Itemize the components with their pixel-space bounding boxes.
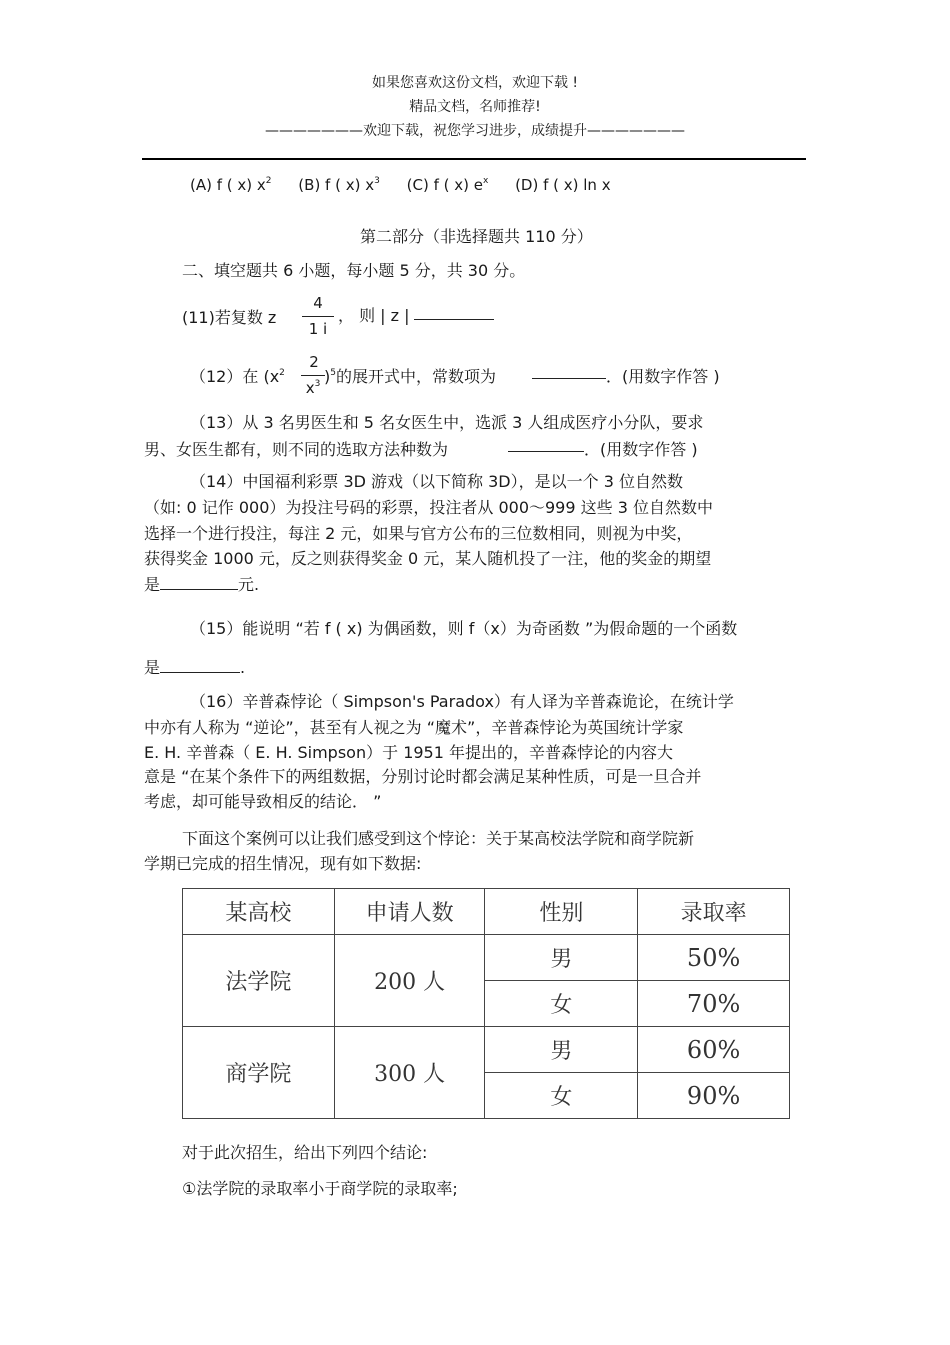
q11-numerator: 4 bbox=[313, 294, 323, 312]
q16-line-2: 中亦有人称为 “逆论”，甚至有人视之为 “魔术”，辛普森悖论为英国统计学家 bbox=[144, 718, 684, 737]
case-intro-line-2: 学期已完成的招生情况，现有如下数据: bbox=[144, 854, 422, 873]
q12-prefix-row bbox=[190, 364, 285, 387]
q14-line-5-suffix: 元. bbox=[238, 575, 260, 594]
option-a-exponent: 2 bbox=[265, 176, 272, 186]
table-cell-applicants: 300 人 bbox=[334, 1027, 485, 1119]
q16-line-5: 考虑，却可能导致相反的结论． ” bbox=[144, 792, 382, 811]
q14-line-3: 选择一个进行投注，每注 2 元，如果与官方公布的三位数相同，则视为中奖， bbox=[144, 524, 693, 543]
table-header-school: 某高校 bbox=[183, 889, 335, 935]
q14-line-5-prefix: 是 bbox=[144, 575, 161, 594]
table-cell-rate: 90% bbox=[638, 1073, 790, 1119]
case-intro-line-1: 下面这个案例可以让我们感受到这个悖论：关于某高校法学院和商学院新 bbox=[182, 829, 695, 848]
table-cell-gender: 女 bbox=[485, 1073, 638, 1119]
q15-line-2-prefix: 是 bbox=[144, 658, 161, 677]
table-cell-applicants: 200 人 bbox=[334, 935, 485, 1027]
conclusions-intro: 对于此次招生，给出下列四个结论: bbox=[182, 1143, 428, 1162]
table-row bbox=[183, 935, 790, 981]
option-b: (B) f ( x) x bbox=[298, 176, 375, 194]
option-c: (C) f ( x) e bbox=[406, 176, 483, 194]
option-b-exponent: 3 bbox=[374, 176, 380, 186]
q13-answer-blank[interactable] bbox=[508, 437, 584, 456]
q12-fraction-bar bbox=[301, 375, 325, 376]
table-cell-rate: 50% bbox=[638, 935, 790, 981]
table-cell-rate: 70% bbox=[638, 981, 790, 1027]
q12-close: ) bbox=[324, 367, 331, 386]
q14-line-2: （如: 0 记作 000）为投注号码的彩票，投注者从 000～999 这些 3 位自然数中 bbox=[144, 498, 713, 517]
admission-table bbox=[182, 888, 790, 1119]
conclusion-1: ①法学院的录取率小于商学院的录取率; bbox=[182, 1179, 458, 1198]
table-row bbox=[183, 1027, 790, 1073]
table-cell-gender: 男 bbox=[485, 1027, 638, 1073]
q12-outer-exponent: 5 bbox=[330, 368, 336, 378]
table-cell-school: 商学院 bbox=[183, 1027, 335, 1119]
q12-exponent: 2 bbox=[279, 368, 285, 378]
q14-line-1: （14）中国福利彩票 3D 游戏（以下简称 3D），是以一个 3 位自然数 bbox=[190, 472, 683, 491]
table-header-applicants: 申请人数 bbox=[334, 889, 485, 935]
table-cell-gender: 女 bbox=[485, 981, 638, 1027]
option-a: (A) f ( x) x bbox=[190, 176, 266, 194]
q11-denominator: 1 i bbox=[308, 320, 328, 338]
q12-tail-row bbox=[324, 364, 496, 387]
q14-line-5 bbox=[144, 572, 259, 595]
header-line-3: ———————欢迎下载，祝您学习进步，成绩提升——————— bbox=[265, 123, 685, 139]
q16-line-3: E. H. 辛普森（ E. H. Simpson）于 1951 年提出的，辛普森悖论的内容大 bbox=[144, 743, 673, 762]
q12-denominator: $x^3$ bbox=[305, 379, 321, 397]
q15-line-2 bbox=[144, 655, 245, 678]
q15-answer-blank[interactable] bbox=[160, 658, 240, 673]
q11-fraction-bar bbox=[302, 316, 334, 317]
table-cell-school: 法学院 bbox=[183, 935, 335, 1027]
option-row bbox=[190, 176, 611, 194]
q12-prefix: （12）在 (x bbox=[190, 367, 280, 386]
header-line-2: 精品文档，名师推荐! bbox=[409, 99, 541, 115]
q11-prefix: (11)若复数 z bbox=[182, 308, 277, 327]
section2-intro: 二、填空题共 6 小题，每小题 5 分，共 30 分。 bbox=[182, 261, 526, 280]
option-c-exponent: x bbox=[482, 176, 489, 186]
table-header-gender: 性别 bbox=[485, 889, 638, 935]
q11-suffix: ， 则 | z | bbox=[338, 306, 410, 325]
table-cell-gender: 男 bbox=[485, 935, 638, 981]
q16-line-4: 意是 “在某个条件下的两组数据，分别讨论时都会满足某种性质，可是一旦合并 bbox=[144, 767, 702, 786]
part2-title: 第二部分（非选择题共 110 分） bbox=[360, 227, 593, 246]
q14-answer-blank[interactable] bbox=[160, 575, 238, 590]
table-header-row bbox=[183, 889, 790, 935]
q12-numerator: 2 bbox=[309, 353, 319, 371]
q13-line-2: 男、女医生都有，则不同的选取方法种数为 bbox=[144, 440, 449, 459]
q13-tail: ．(用数字作答 ) bbox=[584, 440, 698, 459]
header-line-1: 如果您喜欢这份文档，欢迎下载 ! bbox=[371, 75, 579, 91]
q11-answer-blank[interactable] bbox=[414, 305, 494, 324]
table-cell-rate: 60% bbox=[638, 1027, 790, 1073]
q15-line-1: （15）能说明 “若 f ( x) 为偶函数，则 f（x）为奇函数 ”为假命题的一个函数 bbox=[190, 619, 738, 638]
option-d: (D) f ( x) ln x bbox=[515, 176, 611, 194]
q16-line-1: （16）辛普森悖论（ Simpson's Paradox）有人译为辛普森诡论，在统计学 bbox=[190, 692, 734, 711]
header-divider bbox=[142, 158, 806, 160]
q12-answer-blank[interactable] bbox=[532, 364, 606, 383]
q13-line-1: （13）从 3 名男医生和 5 名女医生中，选派 3 人组成医疗小分队，要求 bbox=[190, 413, 704, 432]
q15-line-2-suffix: . bbox=[240, 658, 246, 677]
q14-line-4: 获得奖金 1000 元，反之则获得奖金 0 元，某人随机投了一注，他的奖金的期望 bbox=[144, 549, 712, 568]
table-header-rate: 录取率 bbox=[638, 889, 790, 935]
q12-suffix: 的展开式中，常数项为 bbox=[335, 367, 496, 386]
q12-tail: ．(用数字作答 ) bbox=[606, 367, 720, 386]
